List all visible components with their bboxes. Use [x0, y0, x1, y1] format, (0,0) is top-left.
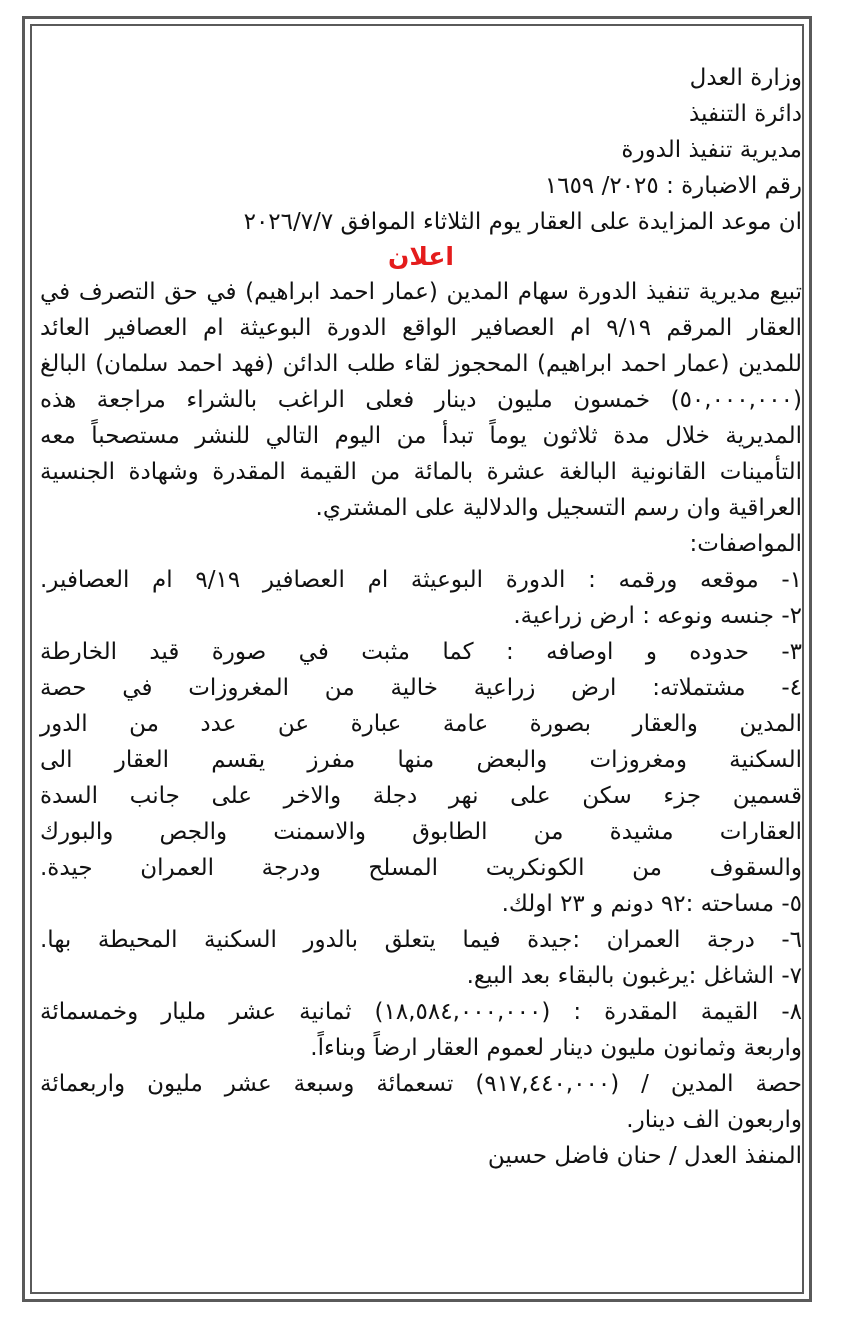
- intro-line: تبيع مديرية تنفيذ الدورة سهام المدين (عمار احمد ابراهيم) في حق التصرف في: [40, 279, 802, 305]
- directorate-name: مديرية تنفيذ الدورة: [621, 137, 802, 163]
- spec-line: ١- موقعه ورقمه : الدورة البوعيثة ام العصافير ٩/١٩ ام العصافير.: [40, 567, 802, 593]
- spec-line: ٧- الشاغل :يرغبون بالبقاء بعد البيع.: [466, 963, 802, 989]
- spec-line: المدين والعقار بصورة عامة عبارة عن عدد من الدور: [40, 711, 802, 737]
- announcement: [40, 60, 802, 1174]
- spec-line: السكنية ومغروزات والبعض منها مفرز يقسم العقار الى: [40, 747, 802, 773]
- intro-paragraph: [40, 274, 802, 526]
- intro-line: (٥٠,٠٠٠,٠٠٠) خمسون مليون دينار فعلى الراغب بالشراء مراجعة هذه: [40, 387, 802, 413]
- spec-line: ٥- مساحته :٩٢ دونم و ٢٣ اولك.: [501, 891, 802, 917]
- spec-line: ٨- القيمة المقدرة : (١٨,٥٨٤,٠٠٠,٠٠٠) ثمانية عشر مليار وخمسمائة: [40, 999, 802, 1025]
- intro-line: العقار المرقم ٩/١٩ ام العصافير الواقع الدورة البوعيثة ام العصافير العائد: [40, 315, 802, 341]
- file-number: رقم الاضبارة : ٢٠٢٥/ ١٦٥٩: [544, 173, 802, 199]
- specs-heading: المواصفات:: [689, 531, 802, 557]
- specs-list: [40, 562, 802, 1174]
- spec-line: ٦- درجة العمران :جيدة فيما يتعلق بالدور السكنية المحيطة بها.: [40, 927, 802, 953]
- spec-line: حصة المدين / (٩١٧,٤٤٠,٠٠٠) تسعمائة وسبعة عشر مليون واربعمائة: [40, 1071, 803, 1097]
- spec-line: ٢- جنسه ونوعه : ارض زراعية.: [513, 603, 802, 629]
- spec-line: واربعون الف دينار.: [626, 1107, 802, 1133]
- department-name: دائرة التنفيذ: [688, 101, 802, 127]
- spec-line: قسمين جزء سكن على نهر دجلة والاخر على جانب السدة: [40, 783, 802, 809]
- spec-line: والسقوف من الكونكريت المسلح ودرجة العمران جيدة.: [40, 855, 802, 881]
- intro-line: المديرية خلال مدة ثلاثون يوماً تبدأ من اليوم التالي للنشر مستصحباً معه: [40, 423, 802, 449]
- announcement-title: اعلان: [388, 242, 454, 271]
- spec-line: العقارات مشيدة من الطابوق والاسمنت والجص والبورك: [40, 819, 802, 845]
- spec-line: ٤- مشتملاته: ارض زراعية خالية من المغروزات في حصة: [40, 675, 802, 701]
- ministry-name: وزارة العدل: [689, 65, 802, 91]
- auction-date: ان موعد المزايدة على العقار يوم الثلاثاء الموافق ٢٠٢٦/٧/٧: [243, 209, 802, 235]
- spec-line: واربعة وثمانون مليون دينار لعموم العقار ارضاً وبناءاً.: [310, 1035, 802, 1061]
- intro-line: التأمينات القانونية البالغة عشرة بالمائة من القيمة المقدرة وشهادة الجنسية: [40, 459, 802, 485]
- intro-line: للمدين (عمار احمد ابراهيم) المحجوز لقاء طلب الدائن (فهد احمد سلمان) البالغ: [40, 351, 802, 377]
- spec-line: ٣- حدوده و اوصافه : كما مثبت في صورة قيد الخارطة: [40, 639, 802, 665]
- signature-line: المنفذ العدل / حنان فاضل حسين: [487, 1143, 802, 1169]
- intro-line: العراقية وان رسم التسجيل والدلالية على المشتري.: [315, 495, 802, 521]
